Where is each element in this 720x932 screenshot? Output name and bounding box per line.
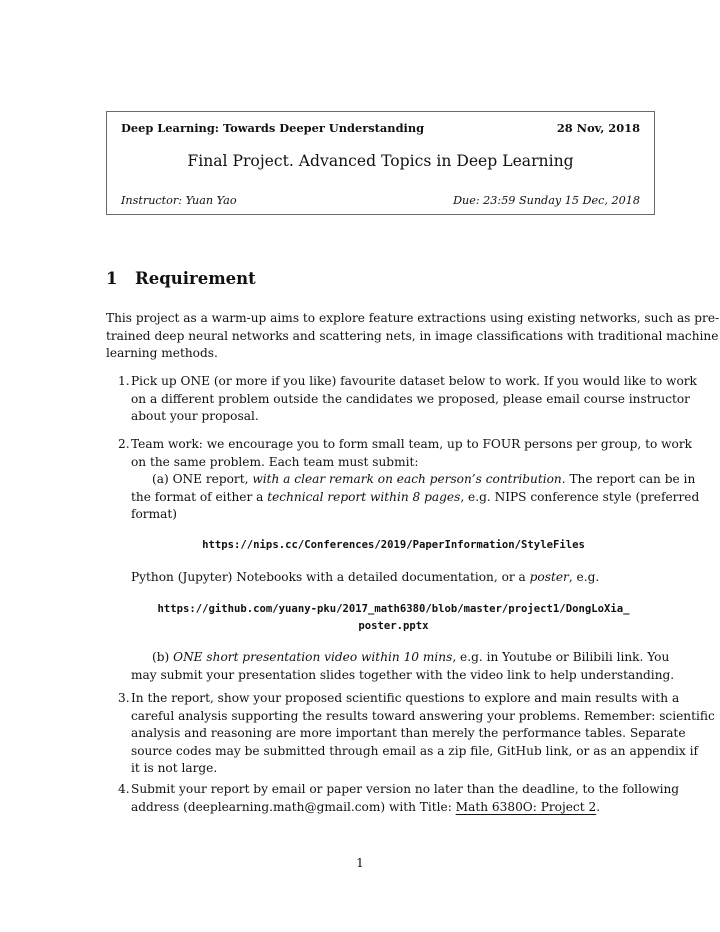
- list-item-number: 3.: [118, 691, 130, 705]
- document-title: Final Project. Advanced Topics in Deep Learning: [187, 152, 574, 170]
- header-bottom-row: [121, 194, 640, 207]
- item-line: on the same problem. Each team must submit:: [131, 454, 419, 469]
- item-line-b: [131, 649, 670, 667]
- url-text[interactable]: https://nips.cc/Conferences/2019/PaperInformation/StyleFiles: [202, 539, 585, 551]
- github-poster-url-cont[interactable]: [131, 618, 656, 635]
- item-line-a: [131, 471, 696, 489]
- emphasis-text: technical report within 8 pages: [267, 489, 461, 504]
- header-top-row: [121, 121, 640, 135]
- course-name: Deep Learning: Towards Deeper Understanding: [121, 121, 425, 135]
- text-span: (b): [152, 650, 174, 664]
- github-poster-url[interactable]: [131, 601, 656, 618]
- item-2b: [131, 649, 675, 684]
- emphasis-text: ONE short presentation video within 10 mins: [173, 650, 453, 664]
- text-span: , e.g. in Youtube or Bilibili link. You: [452, 650, 670, 664]
- item-line: [131, 569, 656, 587]
- item-line: about your proposal.: [131, 409, 259, 423]
- instructor-name: Instructor: Yuan Yao: [121, 194, 237, 207]
- section-title: Requirement: [135, 269, 256, 288]
- emphasis-text: with a clear remark on each person’s contribution.: [252, 472, 566, 486]
- emphasis-text: poster: [529, 570, 569, 584]
- item-line: source codes may be submitted through email as a zip file, GitHub link, or as an appendix if: [131, 743, 698, 758]
- header-date: 28 Nov, 2018: [556, 121, 640, 135]
- intro-paragraph: [106, 310, 720, 363]
- due-date: Due: 23:59 Sunday 15 Dec, 2018: [453, 194, 640, 207]
- page-number: 1: [356, 856, 364, 870]
- section-number: 1: [106, 269, 118, 288]
- text-span: .: [596, 799, 601, 814]
- section-heading: [106, 269, 256, 288]
- nips-style-url[interactable]: [131, 537, 656, 554]
- list-item-1: [131, 373, 697, 426]
- item-line: on a different problem outside the candidates we proposed, please email course instructor: [131, 391, 690, 406]
- text-span: , e.g. NIPS conference style (preferred: [460, 489, 700, 504]
- list-item-3: [131, 690, 715, 778]
- item-line: In the report, show your proposed scientific questions to explore and main results with a: [131, 691, 680, 705]
- text-span: address (deeplearning.math@gmail.com) with Title:: [131, 799, 456, 814]
- item-line: may submit your presentation slides together with the video link to help understanding.: [131, 667, 675, 682]
- url-text[interactable]: https://github.com/yuany-pku/2017_math6380/blob/master/project1/DongLoXia_: [157, 603, 630, 615]
- text-span: the format of either a: [131, 489, 268, 504]
- submission-title: Math 6380O: Project 2: [455, 799, 597, 814]
- header-box: [106, 111, 655, 215]
- list-item-2: [131, 436, 700, 524]
- item-line: analysis and reasoning are more important than merely the performance tables. Separate: [131, 726, 686, 740]
- item-line: format): [131, 507, 177, 521]
- item-line: Submit your report by email or paper version no later than the deadline, to the following: [131, 782, 680, 796]
- url-text[interactable]: poster.pptx: [358, 620, 429, 632]
- item-line: it is not large.: [131, 761, 218, 775]
- list-item-number: 1.: [118, 374, 130, 388]
- item-line-title: [131, 799, 656, 817]
- intro-line: learning methods.: [106, 346, 218, 360]
- list-item-number: 2.: [118, 437, 130, 451]
- item-line: Pick up ONE (or more if you like) favourite dataset below to work. If you would like to work: [131, 374, 697, 388]
- text-span: , e.g.: [568, 570, 600, 584]
- text-span: (a) ONE report,: [152, 472, 253, 486]
- text-span: The report can be in: [565, 472, 696, 486]
- list-item-4: [131, 781, 680, 816]
- item-line-a2: [131, 489, 700, 507]
- item-line: careful analysis supporting the results toward answering your problems. Remember: scientific: [131, 708, 715, 723]
- text-span: Python (Jupyter) Notebooks with a detailed documentation, or a: [131, 570, 530, 584]
- python-notebook-line: [131, 569, 656, 587]
- intro-line: This project as a warm-up aims to explore feature extractions using existing networks, such as pre-: [106, 311, 720, 325]
- list-item-number: 4.: [118, 782, 130, 796]
- intro-line: trained deep neural networks and scattering nets, in image classifications with traditional machine: [106, 328, 719, 343]
- item-line: Team work: we encourage you to form small team, up to FOUR persons per group, to work: [131, 437, 693, 451]
